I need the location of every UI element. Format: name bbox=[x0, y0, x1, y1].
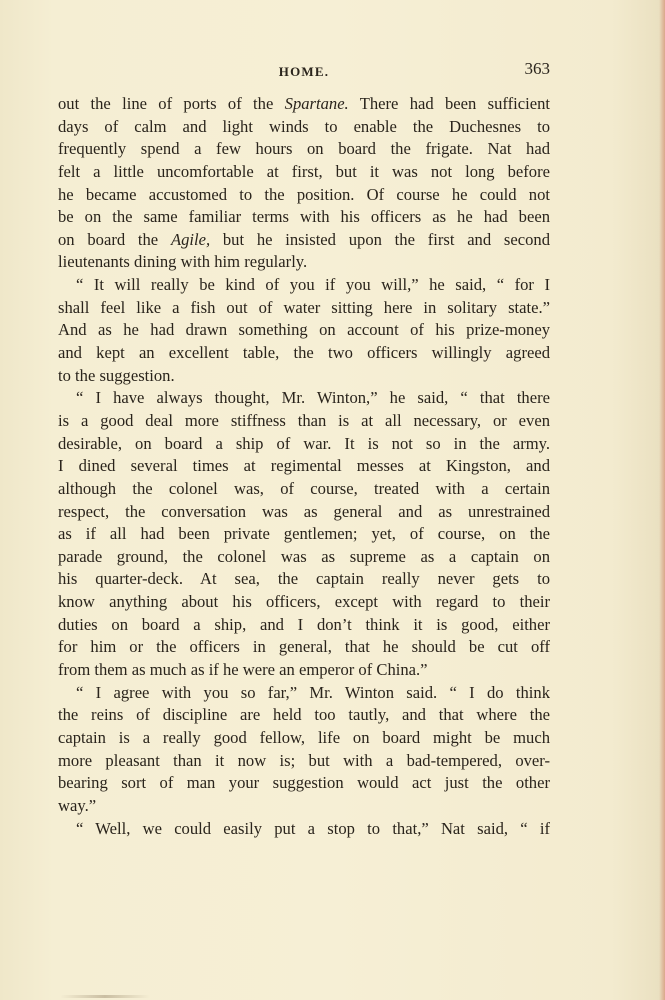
text-line bbox=[58, 229, 550, 252]
running-head bbox=[58, 58, 550, 82]
text-line bbox=[58, 546, 550, 569]
text-line bbox=[58, 795, 550, 818]
line-text: on board the bbox=[58, 229, 171, 249]
line-text: bearing sort of man your suggestion would act just the other bbox=[58, 773, 550, 793]
line-text: although the colonel was, of course, treated with a certain bbox=[58, 478, 550, 498]
text-line bbox=[58, 568, 550, 591]
footer-smudge bbox=[60, 995, 150, 998]
line-text: desirable, on board a ship of war. It is not so in the army. bbox=[58, 433, 550, 453]
line-text: days of calm and light winds to enable the Duchesnes to bbox=[58, 116, 550, 136]
line-text: parade ground, the colonel was as supreme as a captain on bbox=[58, 546, 550, 566]
body-text bbox=[58, 93, 550, 840]
text-line bbox=[58, 614, 550, 637]
line-text: captain is a really good fellow, life on board might be much bbox=[58, 727, 550, 747]
line-text-rest: but he insisted upon the first and second bbox=[210, 229, 550, 249]
text-line bbox=[58, 138, 550, 161]
text-line bbox=[58, 772, 550, 795]
text-line bbox=[58, 501, 550, 524]
line-text: frequently spend a few hours on board the frigate. Nat had bbox=[58, 139, 550, 159]
line-text: way.” bbox=[58, 795, 97, 815]
italic-text: Spartane. bbox=[284, 94, 349, 113]
line-text: respect, the conversation was as general and as unrestrained bbox=[58, 501, 550, 521]
line-text: to the suggestion. bbox=[58, 365, 175, 385]
line-text: “ It will really be kind of you if you will,” he said, “ for I bbox=[76, 275, 550, 295]
line-text: “ I agree with you so far,” Mr. Winton said. “ I do think bbox=[76, 682, 550, 702]
line-text: I dined several times at regimental messes at Kingston, and bbox=[58, 456, 550, 476]
line-text: And as he had drawn something on account of his prize-money bbox=[58, 320, 550, 340]
line-text: “ I have always thought, Mr. Winton,” he said, “ that there bbox=[76, 388, 550, 408]
line-text: “ Well, we could easily put a stop to that,” Nat said, “ if bbox=[76, 818, 550, 838]
text-line bbox=[58, 184, 550, 207]
line-text: lieutenants dining with him regularly. bbox=[58, 252, 308, 272]
line-text: felt a little uncomfortable at first, but it was not long before bbox=[58, 161, 550, 181]
line-text: as if all had been private gentlemen; yet, of course, on the bbox=[58, 524, 550, 544]
line-text: from them as much as if he were an emperor of China.” bbox=[58, 660, 428, 680]
text-line bbox=[58, 591, 550, 614]
line-text: shall feel like a fish out of water sitting here in solitary state.” bbox=[58, 297, 550, 317]
text-line bbox=[58, 455, 550, 478]
line-text: more pleasant than it now is; but with a bad-tempered, over- bbox=[58, 750, 550, 770]
line-text: duties on board a ship, and I don’t think it is good, either bbox=[58, 614, 550, 634]
text-line bbox=[58, 93, 550, 116]
text-line bbox=[58, 161, 550, 184]
text-line bbox=[58, 659, 550, 682]
text-line bbox=[58, 682, 550, 705]
text-line bbox=[58, 274, 550, 297]
text-line bbox=[58, 433, 550, 456]
line-text: out the line of ports of the bbox=[58, 94, 285, 113]
italic-text: Agile, bbox=[170, 229, 211, 249]
running-title: HOME. bbox=[278, 64, 330, 79]
text-line bbox=[58, 704, 550, 727]
line-text: he became accustomed to the position. Of course he could not bbox=[58, 184, 550, 204]
line-text: is a good deal more stiffness than is at all necessary, or even bbox=[58, 410, 550, 430]
text-line bbox=[58, 342, 550, 365]
page-edge bbox=[659, 0, 665, 1000]
text-line bbox=[58, 523, 550, 546]
line-text: and kept an excellent table, the two officers willingly agreed bbox=[58, 343, 550, 363]
line-text: his quarter-deck. At sea, the captain really never gets to bbox=[58, 569, 550, 589]
text-line bbox=[58, 478, 550, 501]
text-line bbox=[58, 727, 550, 750]
text-line bbox=[58, 319, 550, 342]
text-line bbox=[58, 365, 550, 388]
text-line bbox=[58, 636, 550, 659]
line-text: be on the same familiar terms with his officers as he had been bbox=[58, 207, 550, 227]
line-text: for him or the officers in general, that he should be cut off bbox=[58, 637, 550, 657]
line-text: the reins of discipline are held too tautly, and that where the bbox=[58, 705, 550, 725]
page-number: 363 bbox=[524, 59, 550, 78]
text-line bbox=[58, 750, 550, 773]
line-text-rest: There had been sufficient bbox=[348, 94, 550, 113]
text-line bbox=[58, 116, 550, 139]
line-text: know anything about his officers, except with regard to their bbox=[58, 592, 550, 612]
text-line bbox=[58, 818, 550, 841]
text-line bbox=[58, 410, 550, 433]
text-line bbox=[58, 251, 550, 274]
text-line bbox=[58, 297, 550, 320]
text-line bbox=[58, 206, 550, 229]
text-line bbox=[58, 387, 550, 410]
